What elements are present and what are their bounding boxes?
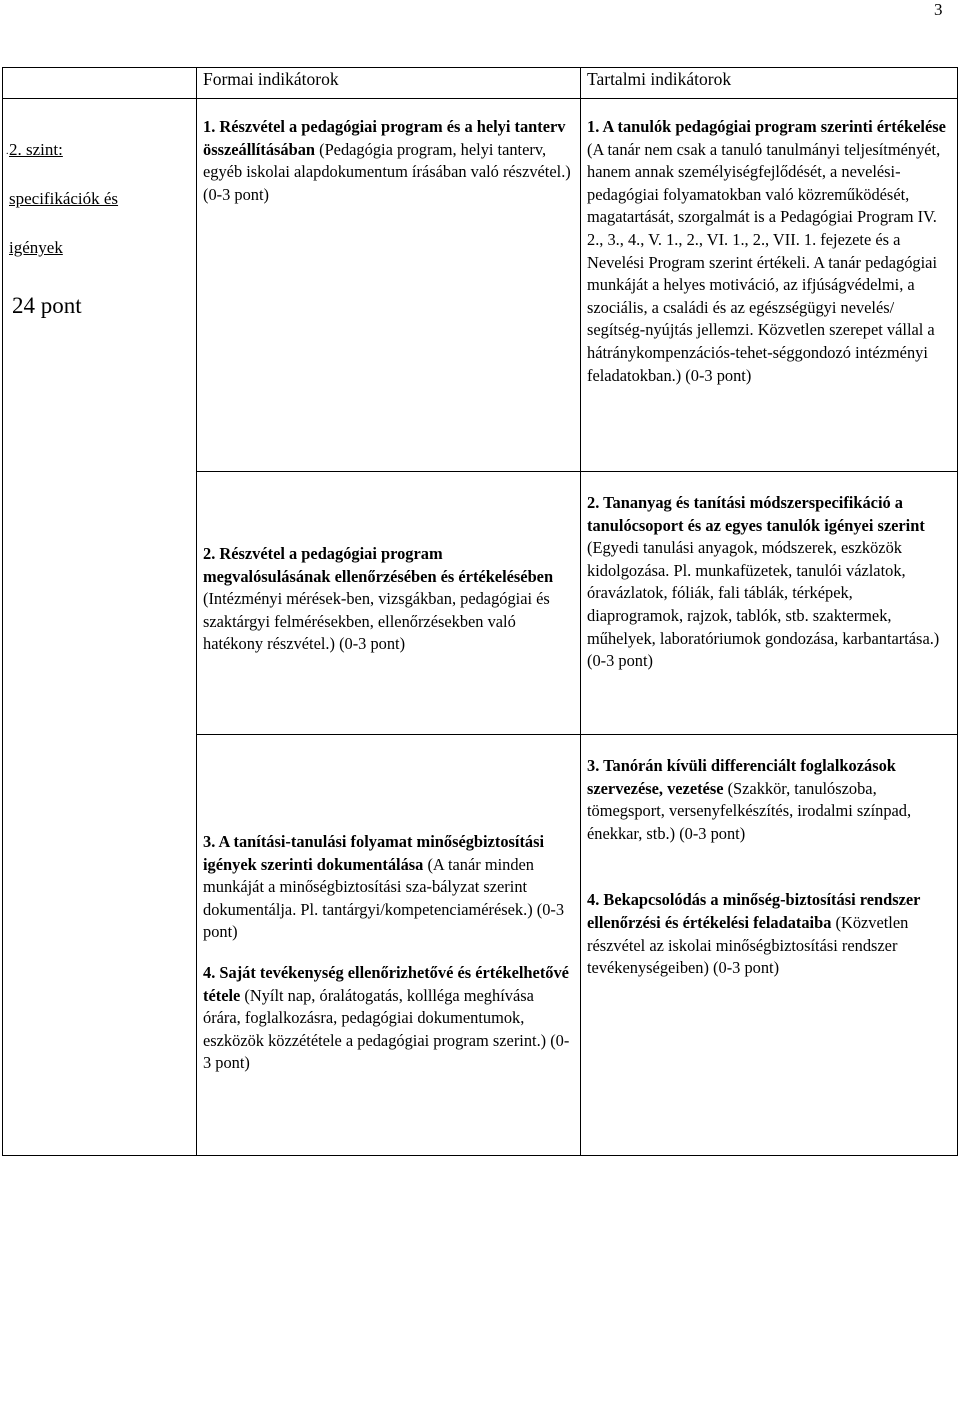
header-formal: Formai indikátorok xyxy=(197,68,581,99)
level-subtitle-2: igények xyxy=(9,238,63,257)
header-row xyxy=(3,68,958,99)
content-indicator-2: 2. Tananyag és tanítási módszerspecifikáció a tanulócsoport és az egyes tanulók igényei szerint (Egyedi tanulási anyagok, módszerek, eszközök kidolgozása. Pl. munkafüzetek, tanulói vázlatok, óravázlatok, fóliák, fali táblák, térképek, diaprogramok, rajzok, tablók, stb. szaktermek, műhelyek, laboratóriumok gondozása, karbantartása.)(0-3 pont) xyxy=(581,472,958,735)
page-number: 3 xyxy=(934,0,943,19)
level-title: 2. szint: xyxy=(9,140,63,159)
content-indicator-1: 1. A tanulók pedagógiai program szerinti értékelése (A tanár nem csak a tanuló tanulmányi teljesítményét, hanem annak személyiségfejlődését, a nevelési-pedagógiai folyamatokban való közreműködését, magatartását, szorgalmát is a Pedagógiai Program IV. 2., 3., 4., V. 1., 2., VI. 1., 2., VII. 1. fejezete és a Nevelési Program szerint értékeli. A tanár pedagógiai munkáját a helyes motiváció, az ifjúságvédelmi, a szociális, a családi és az egészségügyi nevelés/ segítség-nyújtás jellemzi. Közvetlen szerepet vállal a hátránykompenzációs-tehet-séggondozó intézményi feladatokban.) (0-3 pont) xyxy=(581,99,958,472)
formal-indicator-3: 3. A tanítási-tanulási folyamat minőségbiztosítási igények szerinti dokumentálása (A tanár minden munkáját a minőségbiztosítási sza-bályzat szerint dokumentálja. Pl. tantárgyi/kompetenciamérések.) (0-3 pont) xyxy=(203,832,565,942)
header-content: Tartalmi indikátorok xyxy=(581,68,958,99)
content-indicator-3: 3. Tanórán kívüli differenciált foglalkozások szervezése, vezetése (Szakkör, tanulószoba, tömegsport, versenyfelkészítés, irodalmi színpad, énekkar, stb.) (0-3 pont) xyxy=(587,756,912,843)
level-cell xyxy=(3,99,197,1156)
content-indicator-4: 4. Bekapcsolódás a minőség-biztosítási rendszer ellenőrzési és értékelési feladataiba (Közvetlen részvétel az iskolai minőségbiztosítási rendszer tevékenységeiben) (0-3 pont) xyxy=(587,890,921,978)
content-indicator-3-4 xyxy=(581,735,958,1156)
formal-indicator-1: 1. Részvétel a pedagógiai program és a helyi tanterv összeállításában (Pedagógia program, helyi tanterv, egyéb iskolai alapdokumentum írásában való részvétel.) (0-3 pont) xyxy=(197,99,581,472)
level-points: 24 pont xyxy=(12,293,82,318)
level-dot: . xyxy=(6,146,9,157)
level-subtitle-1: specifikációk és xyxy=(9,189,119,208)
header-empty-cell xyxy=(3,68,197,99)
indicator-table xyxy=(2,67,958,1156)
formal-indicator-4: 4. Saját tevékenység ellenőrizhetővé és értékelhetővé tétele (Nyílt nap, óralátogatás, kollléga meghívása órára, foglalkozásra, pedagógiai dokumentumok, eszközök közzététele a pedagógiai program szerint.) (0-3 pont) xyxy=(203,962,570,1073)
formal-indicator-2: 2. Részvétel a pedagógiai program megvalósulásának ellenőrzésében és értékelésében (Intézményi mérések-ben, vizsgákban, pedagógiai és szaktárgyi felmérésekben, ellenőrzésekben való hatékony részvétel.) (0-3 pont) xyxy=(197,472,581,735)
formal-indicator-3-4 xyxy=(197,735,581,1156)
table-row xyxy=(3,99,958,472)
